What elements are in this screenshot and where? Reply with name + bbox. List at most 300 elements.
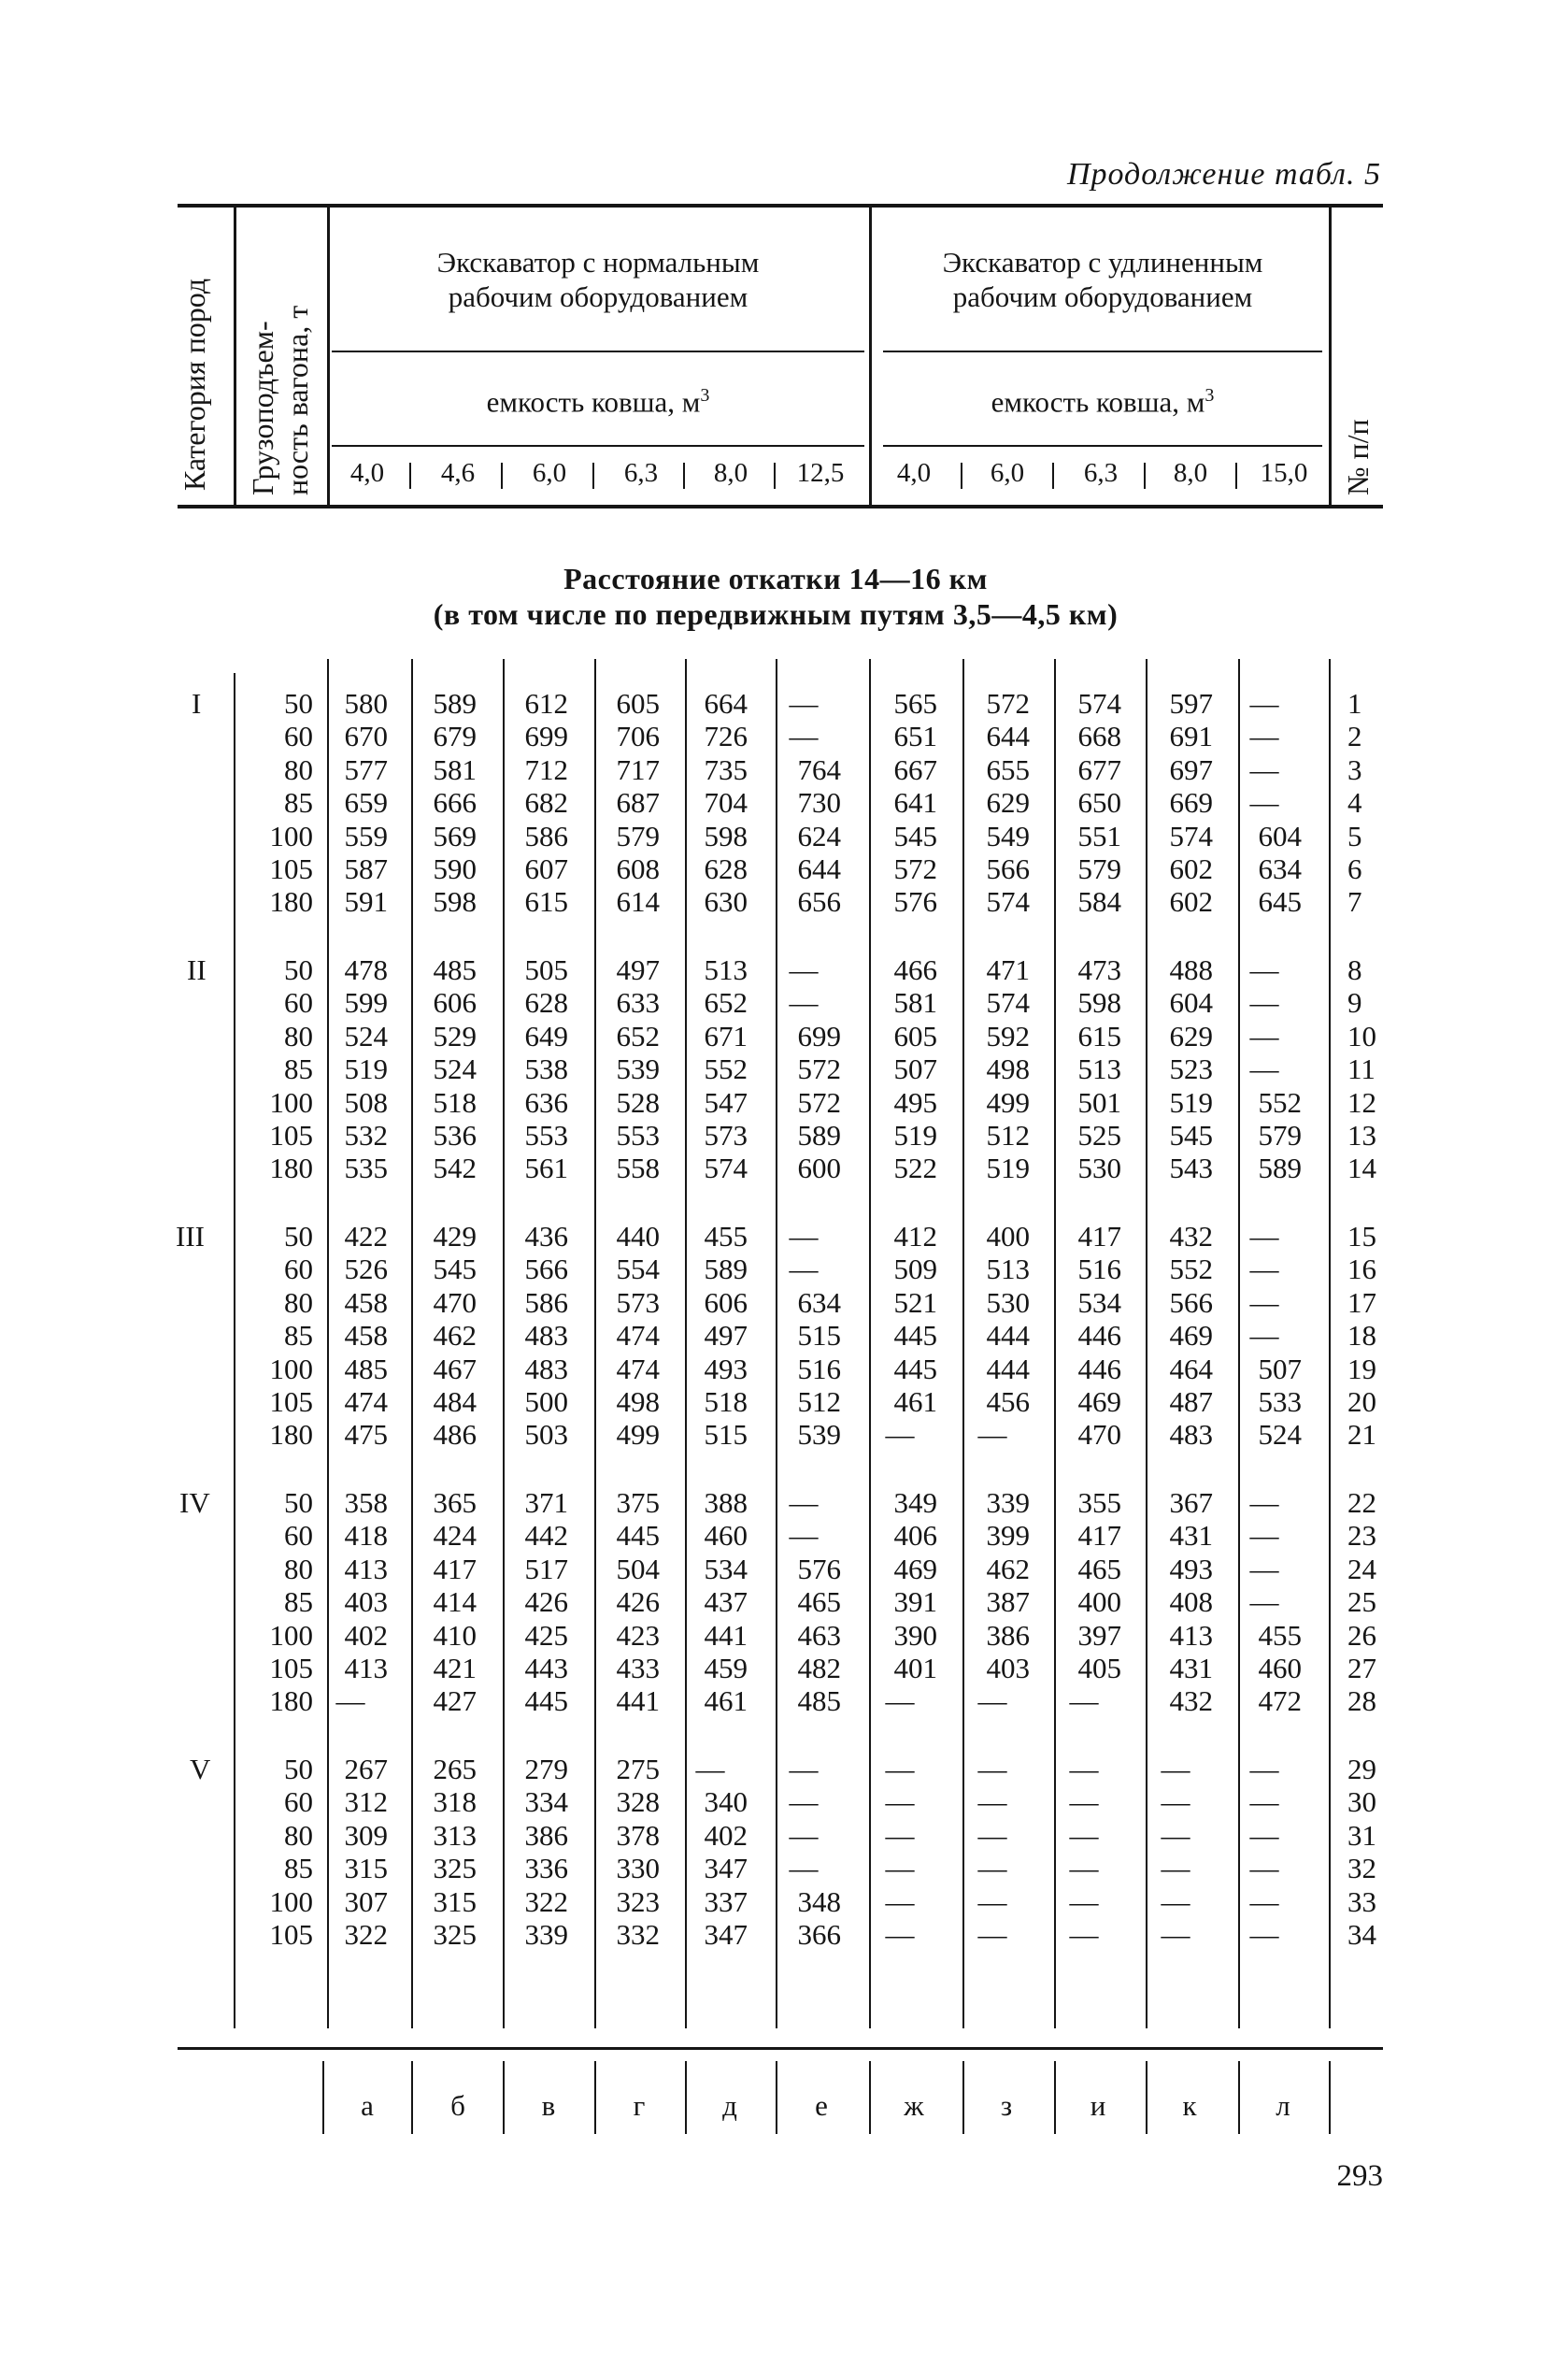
header-number: № п/п [1341,419,1375,495]
footer-column-rule [685,2061,687,2134]
productivity-cell: 422 [344,1220,388,1253]
productivity-cell: 355 [1077,1486,1121,1519]
wagon-capacity-cell: 105 [269,1385,313,1418]
header-capacity-line2: ность вагона, т [280,305,314,495]
productivity-cell: 461 [704,1684,748,1718]
productivity-cell: 339 [524,1918,568,1951]
productivity-cell: 315 [344,1852,388,1885]
productivity-cell: 318 [433,1785,477,1819]
wagon-capacity-cell: 100 [269,819,313,852]
productivity-cell: 442 [524,1519,568,1553]
productivity-cell: 599 [344,986,388,1020]
productivity-cell: 348 [797,1884,841,1918]
productivity-cell: — [789,1220,819,1253]
bucket-sep-6 [961,463,962,489]
productivity-cell: 365 [433,1486,477,1519]
productivity-cell: — [977,1753,1007,1785]
productivity-cell: 443 [524,1652,568,1684]
productivity-cell: 612 [524,687,568,720]
productivity-cell: 339 [986,1486,1030,1519]
productivity-cell: 573 [616,1285,660,1319]
productivity-cell: 576 [893,885,937,919]
productivity-cell: — [789,1486,819,1519]
wagon-capacity-cell: 80 [284,1019,313,1053]
productivity-cell: — [1249,1785,1279,1819]
productivity-cell: 553 [616,1119,660,1152]
productivity-cell: 417 [1077,1220,1121,1253]
productivity-cell: 445 [616,1519,660,1553]
productivity-cell: 572 [797,1085,841,1119]
footer-column-rule [776,2061,777,2134]
productivity-cell: 628 [524,986,568,1020]
productivity-cell: 667 [893,752,937,786]
productivity-cell: — [1249,786,1279,820]
wagon-capacity-cell: 85 [284,1319,313,1353]
productivity-cell: 606 [433,986,477,1020]
productivity-cell: 485 [797,1684,841,1718]
productivity-cell: 764 [797,752,841,786]
wagon-capacity-cell: 80 [284,1818,313,1852]
productivity-cell: 580 [344,687,388,720]
row-number: 20 [1347,1385,1376,1418]
productivity-cell: 535 [344,1152,388,1185]
productivity-cell: 526 [344,1253,388,1286]
productivity-cell: 431 [1169,1652,1213,1684]
row-number: 14 [1347,1152,1376,1185]
productivity-cell: 309 [344,1818,388,1852]
productivity-cell: 505 [524,953,568,986]
productivity-cell: 629 [986,786,1030,820]
row-number: 15 [1347,1220,1376,1253]
productivity-cell: 533 [1258,1385,1302,1418]
productivity-cell: 507 [893,1053,937,1086]
wagon-capacity-cell: 50 [284,953,313,986]
productivity-cell: 534 [704,1552,748,1585]
productivity-cell: — [977,1918,1007,1951]
footer-column-rule [869,2061,871,2134]
header-extended-line2: рабочим оборудованием [952,280,1253,313]
productivity-cell: — [1069,1852,1099,1885]
productivity-cell: 513 [704,953,748,986]
productivity-cell: 500 [524,1385,568,1418]
productivity-cell: 432 [1169,1684,1213,1718]
productivity-cell: 712 [524,752,568,786]
header-mid-rule-extended [883,351,1322,352]
productivity-cell: 545 [893,819,937,852]
productivity-cell: 615 [1077,1019,1121,1053]
productivity-cell: 545 [433,1253,477,1286]
productivity-cell: 592 [986,1019,1030,1053]
productivity-cell: 536 [433,1119,477,1152]
productivity-cell: 440 [616,1220,660,1253]
productivity-cell: 572 [797,1053,841,1086]
rock-category-label: III [176,1220,205,1253]
productivity-cell: 641 [893,786,937,820]
bucket-sep-7 [1052,463,1054,489]
row-number: 29 [1347,1753,1376,1785]
productivity-cell: 697 [1169,752,1213,786]
productivity-cell: 446 [1077,1352,1121,1385]
productivity-cell: 323 [616,1884,660,1918]
header-extended-line1: Экскаватор с удлиненным [942,246,1263,279]
productivity-cell: 425 [524,1618,568,1652]
column-letter: и [1090,2089,1106,2122]
footer-column-rule [1238,2061,1240,2134]
productivity-cell: 730 [797,786,841,820]
bucket-sep-5 [774,463,776,489]
productivity-cell: 437 [704,1585,748,1619]
header-bucket-rule-normal [332,445,864,447]
productivity-cell: 576 [797,1552,841,1585]
productivity-cell: 426 [524,1585,568,1619]
productivity-cell: 413 [1169,1618,1213,1652]
productivity-cell: 466 [893,953,937,986]
productivity-cell: 644 [986,720,1030,753]
productivity-cell: 441 [704,1618,748,1652]
productivity-cell: 358 [344,1486,388,1519]
header-normal-line1: Экскаватор с нормальным [436,246,760,279]
productivity-cell: 735 [704,752,748,786]
wagon-capacity-cell: 80 [284,1285,313,1319]
productivity-cell: 493 [704,1352,748,1385]
productivity-cell: — [1249,1253,1279,1286]
header-divider-3 [869,206,872,507]
rock-category-label: IV [179,1486,210,1519]
column-letter: б [450,2089,465,2122]
productivity-cell: — [1069,1684,1099,1718]
productivity-cell: 633 [616,986,660,1020]
productivity-cell: 421 [433,1652,477,1684]
wagon-capacity-cell: 60 [284,1253,313,1286]
productivity-cell: 600 [797,1152,841,1185]
bucket-extended-4: 8,0 [1173,458,1208,488]
productivity-cell: 671 [704,1019,748,1053]
header-category: Категория пород [178,278,211,491]
productivity-cell: 699 [797,1019,841,1053]
productivity-cell: 469 [1169,1319,1213,1353]
productivity-cell: 614 [616,885,660,919]
row-number: 9 [1347,986,1362,1020]
productivity-cell: — [1249,1818,1279,1852]
productivity-cell: 313 [433,1818,477,1852]
productivity-cell: 469 [893,1552,937,1585]
productivity-cell: 445 [893,1352,937,1385]
productivity-cell: 499 [616,1418,660,1452]
productivity-cell: — [885,1785,915,1819]
wagon-capacity-cell: 105 [269,852,313,885]
bucket-sep-4 [683,463,685,489]
productivity-cell: 498 [616,1385,660,1418]
header-normal-equipment [336,245,860,314]
productivity-cell: 528 [616,1085,660,1119]
productivity-cell: 446 [1077,1319,1121,1353]
row-number: 33 [1347,1884,1376,1918]
productivity-cell: 530 [986,1285,1030,1319]
productivity-cell: — [1249,1053,1279,1086]
productivity-cell: — [1249,1753,1279,1785]
bucket-sep-3 [592,463,594,489]
productivity-cell: 577 [344,752,388,786]
productivity-cell: 497 [704,1319,748,1353]
productivity-cell: 659 [344,786,388,820]
productivity-cell: 413 [344,1552,388,1585]
productivity-cell: 679 [433,720,477,753]
section-title-line2: (в том числе по передвижным путям 3,5—4,5 км) [433,597,1119,631]
productivity-cell: 467 [433,1352,477,1385]
bucket-label-extended: емкость ковша, м [991,385,1205,419]
productivity-cell: 465 [797,1585,841,1619]
productivity-cell: 572 [893,852,937,885]
bucket-normal-3: 6,0 [532,458,567,488]
wagon-capacity-cell: 50 [284,687,313,720]
productivity-cell: — [1161,1918,1190,1951]
header-capacity-line1: Грузоподъем- [246,321,279,495]
productivity-cell: — [789,1818,819,1852]
productivity-cell: 388 [704,1486,748,1519]
bucket-extended-2: 6,0 [990,458,1025,488]
row-number: 25 [1347,1585,1376,1619]
productivity-cell: 602 [1169,852,1213,885]
productivity-cell: 532 [344,1119,388,1152]
productivity-cell: 519 [1169,1085,1213,1119]
continuation-label: Продолжение табл. 5 [1066,157,1381,192]
productivity-cell: 475 [344,1418,388,1452]
wagon-capacity-cell: 180 [269,1152,313,1185]
footer-column-rule [1329,2061,1331,2134]
productivity-cell: 275 [616,1753,660,1785]
productivity-cell: 552 [1258,1085,1302,1119]
productivity-cell: 574 [1169,819,1213,852]
productivity-cell: 367 [1169,1486,1213,1519]
productivity-cell: 414 [433,1585,477,1619]
productivity-cell: 445 [893,1319,937,1353]
bucket-sep-9 [1235,463,1237,489]
productivity-cell: 558 [616,1152,660,1185]
productivity-cell: 534 [1077,1285,1121,1319]
productivity-cell: 566 [986,852,1030,885]
row-number: 13 [1347,1119,1376,1152]
row-number: 28 [1347,1684,1376,1718]
productivity-cell: — [1161,1852,1190,1885]
wagon-capacity-cell: 100 [269,1884,313,1918]
productivity-cell: 666 [433,786,477,820]
productivity-cell: 704 [704,786,748,820]
row-number: 27 [1347,1652,1376,1684]
productivity-cell: 483 [1169,1418,1213,1452]
productivity-cell: — [335,1684,365,1718]
header-divider-2 [327,206,330,507]
page-number: 293 [1336,2159,1383,2193]
productivity-cell: 445 [524,1684,568,1718]
productivity-cell: — [885,1918,915,1951]
productivity-cell: 423 [616,1618,660,1652]
bucket-normal-2: 4,6 [440,458,476,488]
productivity-cell: 569 [433,819,477,852]
productivity-cell: 465 [1077,1552,1121,1585]
wagon-capacity-cell: 105 [269,1918,313,1951]
productivity-cell: 406 [893,1519,937,1553]
productivity-cell: 581 [893,986,937,1020]
productivity-cell: 328 [616,1785,660,1819]
productivity-cell: 464 [1169,1352,1213,1385]
productivity-cell: 512 [986,1119,1030,1152]
productivity-cell: — [1069,1753,1099,1785]
productivity-cell: 462 [433,1319,477,1353]
productivity-cell: 589 [797,1119,841,1152]
productivity-cell: — [885,1884,915,1918]
productivity-cell: 630 [704,885,748,919]
row-number: 1 [1347,687,1362,720]
productivity-cell: 523 [1169,1053,1213,1086]
productivity-cell: 717 [616,752,660,786]
productivity-cell: 574 [986,885,1030,919]
productivity-cell: 691 [1169,720,1213,753]
productivity-cell: 574 [704,1152,748,1185]
productivity-cell: 524 [344,1019,388,1053]
productivity-cell: 547 [704,1085,748,1119]
column-letter: ж [904,2089,924,2122]
productivity-cell: 597 [1169,687,1213,720]
productivity-cell: 515 [704,1418,748,1452]
productivity-cell: 501 [1077,1085,1121,1119]
productivity-cell: 312 [344,1785,388,1819]
productivity-cell: — [1161,1753,1190,1785]
row-number: 2 [1347,720,1362,753]
footer-column-rule [594,2061,596,2134]
productivity-cell: 267 [344,1753,388,1785]
productivity-cell: 605 [893,1019,937,1053]
productivity-cell: 474 [616,1352,660,1385]
productivity-cell: 655 [986,752,1030,786]
header-top-rule [178,204,1383,208]
rock-category-label: I [192,687,202,720]
productivity-cell: 334 [524,1785,568,1819]
wagon-capacity-cell: 80 [284,1552,313,1585]
column-letter: л [1276,2089,1290,2122]
bucket-normal-1: 4,0 [349,458,385,488]
productivity-cell: 524 [433,1053,477,1086]
productivity-cell: — [1249,1285,1279,1319]
productivity-cell: 337 [704,1884,748,1918]
productivity-cell: — [1249,1519,1279,1553]
productivity-cell: 538 [524,1053,568,1086]
row-number: 23 [1347,1519,1376,1553]
productivity-cell: 456 [986,1385,1030,1418]
productivity-cell: 515 [797,1319,841,1353]
productivity-cell: 516 [797,1352,841,1385]
productivity-cell: 322 [524,1884,568,1918]
productivity-cell: — [885,1818,915,1852]
productivity-cell: — [789,1852,819,1885]
productivity-cell: 483 [524,1319,568,1353]
wagon-capacity-cell: 50 [284,1220,313,1253]
productivity-cell: 413 [344,1652,388,1684]
productivity-cell: — [789,1519,819,1553]
productivity-cell: 325 [433,1852,477,1885]
row-number: 34 [1347,1918,1376,1951]
productivity-cell: — [1249,1884,1279,1918]
productivity-cell: — [1069,1918,1099,1951]
productivity-cell: 401 [893,1652,937,1684]
productivity-cell: — [1249,953,1279,986]
productivity-cell: 386 [524,1818,568,1852]
header-divider-1 [234,206,236,507]
productivity-cell: 459 [704,1652,748,1684]
productivity-cell: 589 [433,687,477,720]
productivity-cell: 668 [1077,720,1121,753]
header-extended-equipment [878,245,1327,314]
footer-top-rule [178,2047,1383,2050]
productivity-cell: — [977,1418,1007,1452]
productivity-cell: 608 [616,852,660,885]
wagon-capacity-cell: 60 [284,1519,313,1553]
productivity-cell: 474 [344,1385,388,1418]
productivity-cell: 519 [344,1053,388,1086]
productivity-cell: 542 [433,1152,477,1185]
productivity-cell: — [1069,1884,1099,1918]
productivity-cell: 399 [986,1519,1030,1553]
productivity-cell: 581 [433,752,477,786]
productivity-cell: 670 [344,720,388,753]
productivity-cell: 574 [986,986,1030,1020]
productivity-cell: 347 [704,1852,748,1885]
productivity-cell: 507 [1258,1352,1302,1385]
productivity-cell: 429 [433,1220,477,1253]
productivity-cell: 606 [704,1285,748,1319]
productivity-cell: — [1249,1319,1279,1353]
productivity-cell: 403 [344,1585,388,1619]
wagon-capacity-cell: 85 [284,786,313,820]
productivity-cell: 579 [616,819,660,852]
productivity-cell: — [977,1785,1007,1819]
productivity-cell: 444 [986,1319,1030,1353]
footer-column-rule [411,2061,413,2134]
productivity-cell: 645 [1258,885,1302,919]
productivity-cell: 460 [1258,1652,1302,1684]
footer-column-rule [322,2061,324,2134]
bucket-normal-6: 12,5 [796,458,845,488]
header-divider-4 [1329,206,1332,507]
productivity-cell: — [789,1785,819,1819]
productivity-cell: 340 [704,1785,748,1819]
row-number: 22 [1347,1486,1376,1519]
productivity-cell: 403 [986,1652,1030,1684]
row-number: 12 [1347,1085,1376,1119]
row-number: 8 [1347,953,1362,986]
productivity-cell: — [1069,1785,1099,1819]
productivity-cell: 347 [704,1918,748,1951]
header-bucket-normal [336,385,860,419]
column-letter: д [722,2089,737,2122]
productivity-cell: — [1161,1884,1190,1918]
productivity-cell: 629 [1169,1019,1213,1053]
wagon-capacity-cell: 60 [284,986,313,1020]
productivity-cell: 651 [893,720,937,753]
header-normal-line2: рабочим оборудованием [448,280,748,313]
productivity-cell: 517 [524,1552,568,1585]
productivity-cell: 579 [1258,1119,1302,1152]
header-mid-rule-normal [332,351,864,352]
productivity-cell: 551 [1077,819,1121,852]
wagon-capacity-cell: 100 [269,1352,313,1385]
productivity-cell: 485 [344,1352,388,1385]
productivity-cell: 604 [1169,986,1213,1020]
bucket-extended-1: 4,0 [896,458,932,488]
productivity-cell: 587 [344,852,388,885]
wagon-capacity-cell: 80 [284,752,313,786]
productivity-cell: — [789,720,819,753]
body-column-rule [1329,659,1331,2028]
